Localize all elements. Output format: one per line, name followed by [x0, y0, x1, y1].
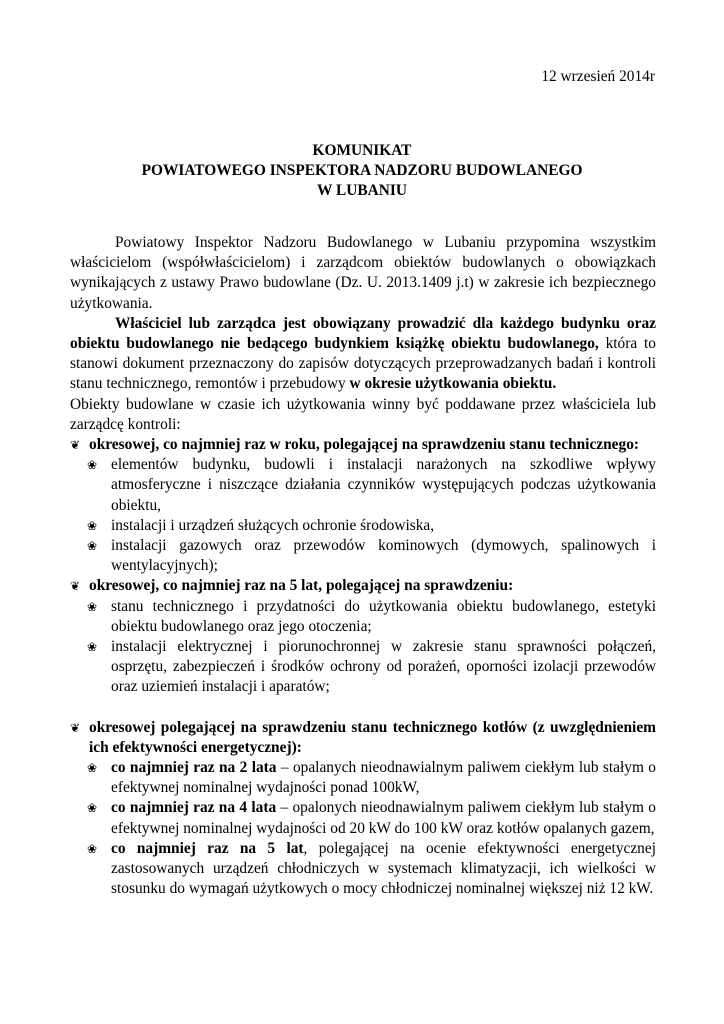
flower-bullet-icon: ❀ — [87, 841, 98, 856]
section-boilers — [70, 718, 656, 758]
section-annual — [70, 435, 656, 455]
list-item-text: – opalonych nieodnawialnym paliwem ciekłym lub stałym o efektywnej nominalnej wydajności od 20 kW do 100 kW oraz kotłów opalanych gazem, — [111, 799, 657, 837]
list-item-bold: co najmniej raz na 5 lat — [111, 839, 304, 857]
document-date: 12 wrzesień 2014r — [541, 68, 655, 85]
section-heading: okresowej, co najmniej raz na 5 lat, polegającej na sprawdzeniu: — [89, 577, 514, 595]
flower-bullet-icon: ❀ — [87, 458, 98, 473]
list-item-text: instalacji i urządzeń służących ochronie środowiska, — [111, 516, 435, 534]
list-item — [70, 597, 656, 637]
list-item — [70, 637, 656, 698]
list-item — [70, 839, 656, 900]
document-body — [70, 233, 656, 900]
section-heading: okresowej polegającej na sprawdzeniu stanu technicznego kotłów (z uwzględnieniem ich efektywności energetycznej): — [89, 718, 656, 756]
intro-paragraph: Powiatowy Inspektor Nadzoru Budowlanego w Lubaniu przypomina wszystkim właścicielom (współwłaścicielom) i zarządcom obiektów budowlanych o obowiązkach wynikających z ustawy Prawo budowlane (Dz. U. 2013.1409 j.t) w zakresie ich bezpiecznego użytkowania. — [70, 234, 656, 312]
flower-bullet-icon: ❀ — [87, 801, 98, 816]
document-title — [0, 141, 724, 201]
list-item-text: instalacji gazowych oraz przewodów kominowych (dymowych, spalinowych i wentylacyjnych); — [111, 537, 656, 575]
title-line-3: W LUBANIU — [317, 182, 407, 199]
list-item-text: instalacji elektrycznej i piorunochronnej w zakresie stanu sprawności połączeń, osprzętu, zabezpieczeń i środków ochrony od porażeń, oporności izolacji przewodów oraz uziemień instalacji i aparatów; — [111, 638, 656, 696]
obligation-text: która to stanowi dokument przeznaczony do zapisów dotyczących przeprowadzanych badań i kontroli stanu technicznego, remontów i przebudowy — [70, 335, 656, 393]
list-item — [70, 516, 656, 536]
scroll-bullet-icon: ❦ — [70, 720, 81, 735]
obligation-bold-text: Właściciel lub zarządca jest obowiązany prowadzić dla każdego budynku oraz obiektu budowlanego nie bedącego budynkiem książkę obiektu budowlanego, — [70, 314, 656, 353]
section-spacer — [70, 698, 656, 718]
list-item — [70, 758, 656, 798]
flower-bullet-icon: ❀ — [87, 761, 98, 776]
list-item-text: , polegającej na ocenie efektywności energetycznej zastosowanych urządzeń chłodniczych w systemach klimatyzacji, ich wielkości w stosunku do wymagań użytkowych o mocy chłodniczej nominalnej większej niż 12 kW. — [111, 839, 656, 898]
scroll-bullet-icon: ❦ — [70, 438, 81, 453]
list-item — [70, 798, 656, 838]
flower-bullet-icon: ❀ — [87, 599, 98, 614]
book-obligation-paragraph — [70, 314, 656, 395]
title-line-2: POWIATOWEGO INSPEKTORA NADZORU BUDOWLANEGO — [141, 162, 583, 179]
list-item — [70, 455, 656, 516]
section-five-year — [70, 576, 656, 596]
section-heading: okresowej, co najmniej raz w roku, polegającej na sprawdzeniu stanu technicznego: — [89, 436, 640, 454]
list-item-text: elementów budynku, budowli i instalacji narażonych na szkodliwe wpływy atmosferyczne i niszczące działania czynników występujących podczas użytkowania obiektu, — [111, 456, 656, 514]
flower-bullet-icon: ❀ — [87, 539, 98, 554]
list-item-text: stanu technicznego i przydatności do użytkowania obiektu budowlanego, estetyki obiektu budowlanego oraz jego otoczenia; — [111, 597, 656, 635]
inspection-intro-paragraph: Obiekty budowlane w czasie ich użytkowania winny być poddawane przez właściciela lub zarządcę kontroli: — [70, 395, 656, 433]
scroll-bullet-icon: ❦ — [70, 579, 81, 594]
flower-bullet-icon: ❀ — [87, 518, 98, 533]
list-item-bold: co najmniej raz na 4 lata — [111, 799, 277, 817]
flower-bullet-icon: ❀ — [87, 640, 98, 655]
title-line-1: KOMUNIKAT — [312, 142, 412, 159]
list-item — [70, 536, 656, 576]
list-item-text: – opalanych nieodnawialnym paliwem ciekłym lub stałym o efektywnej nominalnej wydajności ponad 100kW, — [111, 759, 656, 797]
obligation-bold-end: w okresie użytkowania obiektu. — [349, 375, 557, 393]
list-item-bold: co najmniej raz na 2 lata — [111, 759, 277, 777]
